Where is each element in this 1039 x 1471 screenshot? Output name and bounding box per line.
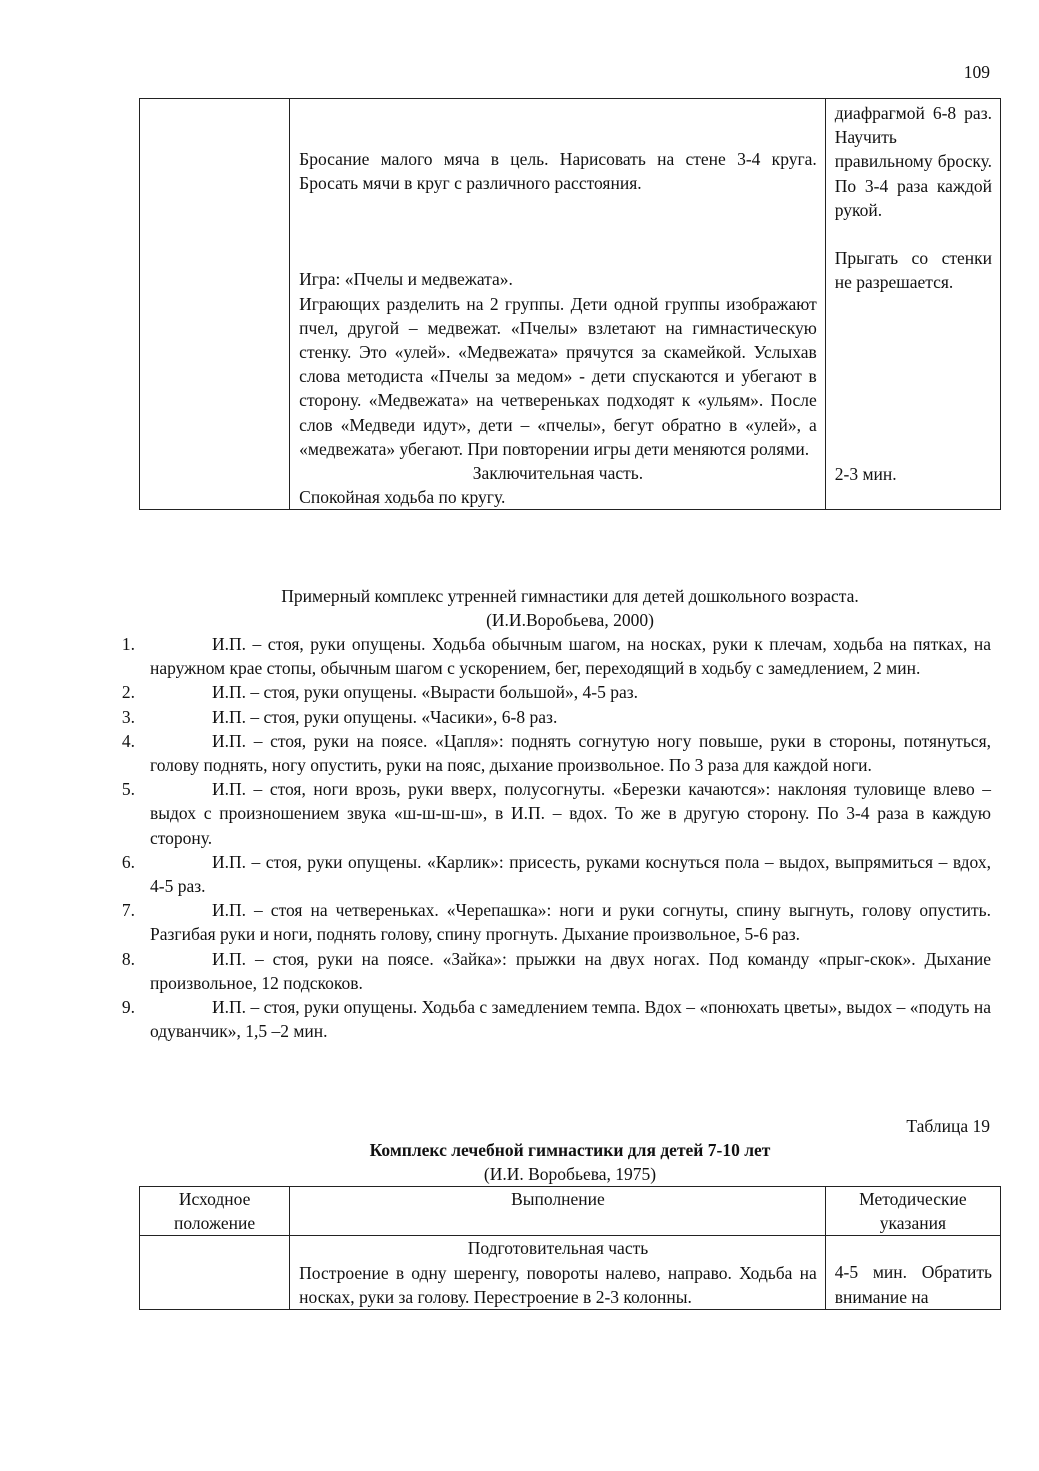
notes-text: 2-3 мин.	[834, 464, 897, 485]
exercise-text: Бросание малого мяча в цель. Нарисовать на стене 3-4 круга. Бросать мячи в круг с различного расстояния.	[299, 149, 817, 194]
item-text: И.П. – стоя, руки опущены. «Карлик»: присесть, руками коснуться пола – выдох, выпрямиться – вдох, 4-5 раз.	[150, 851, 991, 897]
exercise-table-continued	[139, 98, 1001, 510]
item-text: И.П. – стоя, руки опущены. Ходьба обычным шагом, на носках, руки к плечам, ходьба на пятках, на наружном крае стопы, обычным шагом с ускорением, бег, переходящий в ходьбу с замедлением, 2 мин.	[150, 634, 991, 679]
item-text: И.П. – стоя, ноги врозь, руки вверх, полусогнуты. «Березки качаются»: наклоняя туловище влево – выдох с произношением звука «ш-ш-ш-ш», в И.П. – вдох. То же в другую сторону. По 3-4 раза в каждую сторону.	[150, 779, 991, 848]
start-position-cell	[140, 1236, 290, 1310]
header-cell	[290, 1187, 826, 1236]
item-number: 3.	[121, 706, 135, 727]
list-item	[113, 995, 991, 1043]
item-number: 5.	[121, 779, 135, 800]
item-number: 7.	[121, 900, 135, 921]
exercise-list	[113, 632, 991, 1043]
table-row	[140, 1236, 1001, 1310]
item-number: 6.	[121, 851, 135, 872]
column-header: Исходное положение	[174, 1189, 256, 1234]
item-number: 8.	[121, 948, 135, 969]
list-item	[113, 680, 991, 704]
item-text: И.П. – стоя, руки опущены. «Часики», 6-8 раз.	[212, 706, 558, 727]
list-item	[113, 898, 991, 946]
section-title: Заключительная часть.	[472, 463, 644, 484]
item-number: 1.	[121, 634, 135, 654]
item-text: И.П. – стоя, руки на поясе. «Цапля»: поднять согнутую ногу повыше, руки в стороны, потянуться, голову поднять, ногу опустить, руки на пояс, дыхание произвольное. По 3 раза для каждой ноги.	[150, 730, 991, 776]
list-item	[113, 947, 991, 995]
notes-cell	[825, 1236, 1000, 1310]
section-title: Подготовительная часть	[467, 1238, 649, 1259]
item-number: 2.	[121, 682, 135, 703]
item-number: 9.	[121, 997, 135, 1018]
table-title: Комплекс лечебной гимнастики для детей 7-10 лет	[369, 1140, 771, 1160]
complex-source: (И.И.Воробьева, 2000)	[486, 610, 654, 631]
table-heading	[140, 1138, 1000, 1186]
list-item	[113, 705, 991, 729]
table-row	[140, 99, 1001, 510]
list-item	[113, 729, 991, 777]
table-source: (И.И. Воробьева, 1975)	[483, 1164, 657, 1185]
column-header: Выполнение	[511, 1189, 605, 1209]
game-title: Игра: «Пчелы и медвежата».	[299, 269, 513, 290]
exercise-cell	[290, 99, 826, 510]
complex-heading	[140, 584, 1000, 632]
notes-text: 4-5 мин. Обратить внимание на	[834, 1262, 992, 1307]
exercise-cell	[290, 1236, 826, 1310]
header-cell	[825, 1187, 1000, 1236]
complex-title: Примерный комплекс утренней гимнастики для детей дошкольного возраста.	[281, 586, 859, 606]
item-text: И.П. – стоя, руки на поясе. «Зайка»: прыжки на двух ногах. Под команду «прыг-скок». Дыхание произвольное, 12 подскоков.	[150, 948, 991, 993]
item-number: 4.	[121, 730, 135, 751]
notes-cell	[825, 99, 1000, 510]
list-item	[113, 632, 991, 680]
table-header-row	[140, 1187, 1001, 1236]
exercise-text: Спокойная ходьба по кругу.	[299, 487, 506, 508]
notes-text: диафрагмой 6-8 раз. Научить правильному броску. По 3-4 раза каждой рукой.	[834, 103, 992, 220]
page-number: 109	[963, 62, 990, 82]
item-text: И.П. – стоя, руки опущены. «Вырасти большой», 4-5 раз.	[212, 682, 639, 703]
list-item	[113, 850, 991, 898]
spacer	[290, 195, 825, 267]
header-cell	[140, 1187, 290, 1236]
table-label: Таблица 19	[906, 1116, 990, 1136]
item-text: И.П. – стоя, руки опущены. Ходьба с замедлением темпа. Вдох – «понюхать цветы», выдох – «подуть на одуванчик», 1,5 –2 мин.	[150, 997, 991, 1042]
notes-text: Прыгать со стенки не разрешается.	[834, 248, 992, 293]
item-text: И.П. – стоя на четвереньках. «Черепашка»: ноги и руки согнуты, спину выгнуть, голову опустить. Разгибая руки и ноги, поднять голову, спину прогнуть. Дыхание произвольное, 5-6 раз.	[150, 900, 991, 945]
start-position-cell	[140, 99, 290, 510]
exercise-text: Построение в одну шеренгу, повороты налево, направо. Ходьба на носках, руки за голову. Перестроение в 2-3 колонны.	[299, 1262, 817, 1307]
list-item	[113, 777, 991, 850]
column-header: Методические указания	[859, 1189, 967, 1234]
therapy-exercise-table	[139, 1186, 1001, 1310]
game-description: Играющих разделить на 2 группы. Дети одной группы изображают пчел, другой – медвежат. «Пчелы» взлетают на гимнастическую стенку. Это «улей». «Медвежата» прячутся за скамейкой. Услыхав слова методиста «Пчелы за медом» - дети спускаются и убегают в сторону. «Медвежата» на четвереньках подходят к «ульям». После слов «Медведи идут», дети – «пчелы», бегут обратно в «улей», а «медвежата» убегают. При повторении игры дети меняются ролями.	[299, 293, 817, 459]
